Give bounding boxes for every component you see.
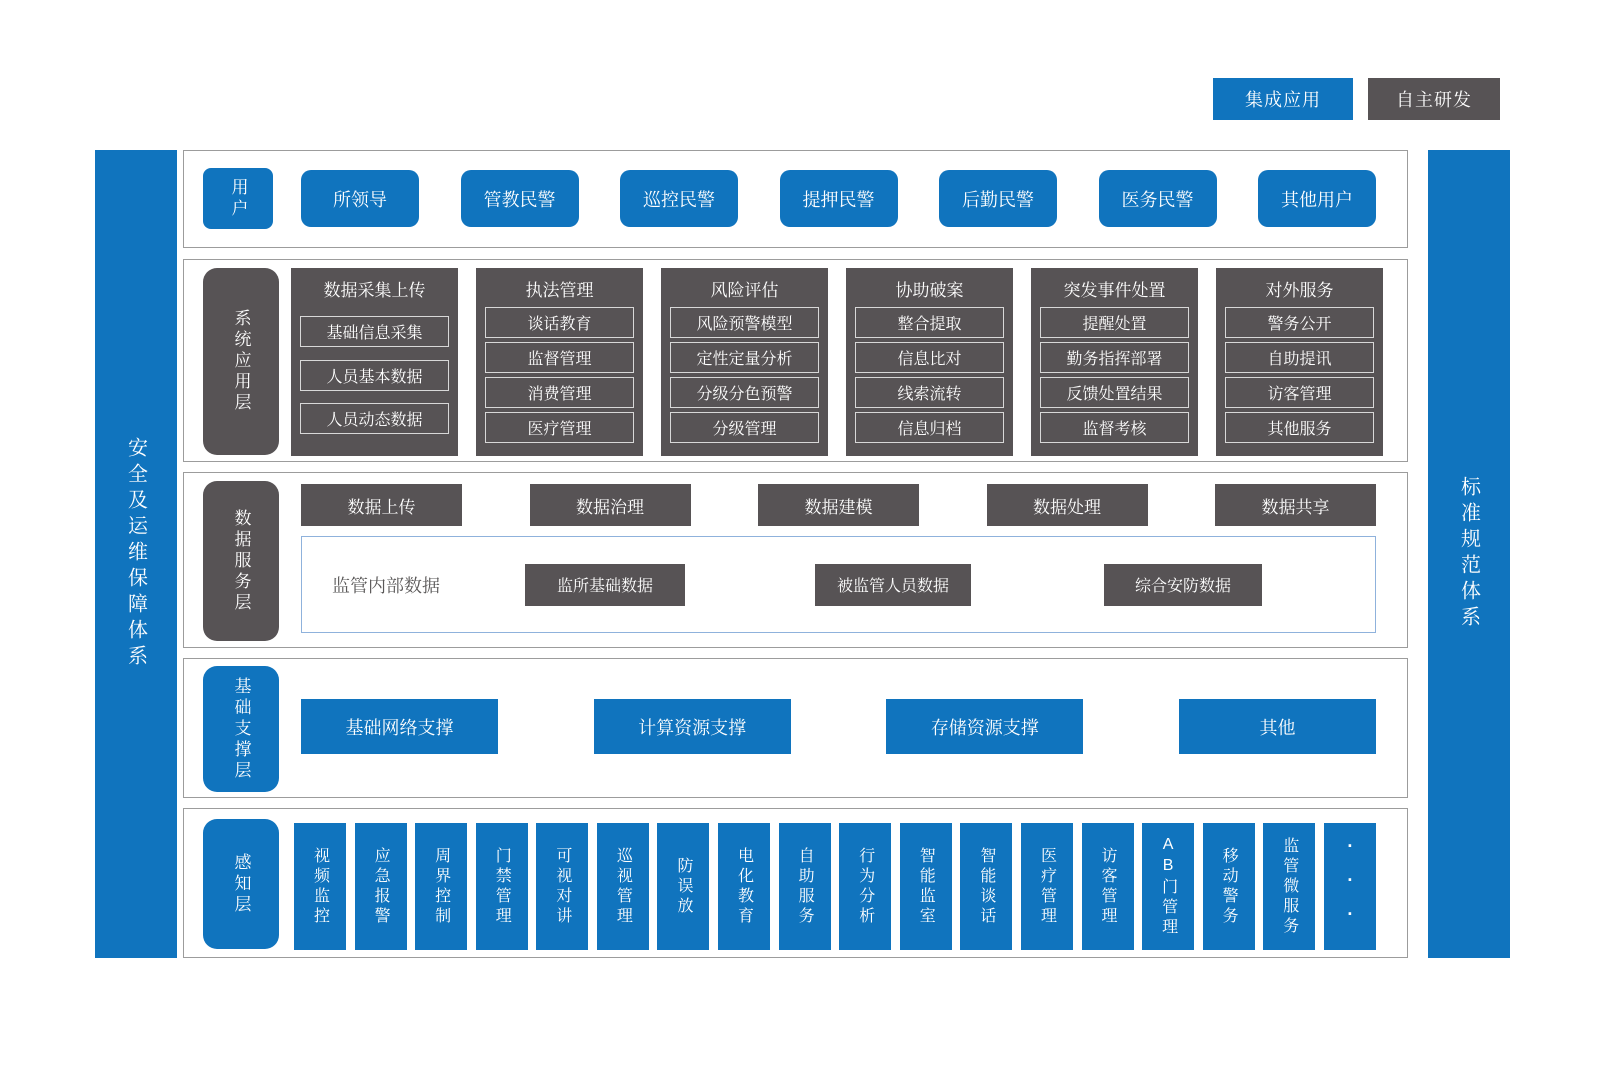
infra-item: 存储资源支撑	[886, 699, 1083, 754]
layer-panel-application	[183, 259, 1408, 462]
layer-label-infrastructure	[203, 666, 279, 792]
app-group-item: 访客管理	[1225, 377, 1374, 408]
app-group-item: 信息归档	[855, 412, 1004, 443]
app-group-item: 监督管理	[485, 342, 634, 373]
app-group-item: 自助提讯	[1225, 342, 1374, 373]
user-item: 提押民警	[780, 170, 898, 227]
data-top-item: 数据处理	[987, 484, 1148, 526]
app-group-item: 勤务指挥部署	[1040, 342, 1189, 373]
perception-item-text: AB门管理	[1159, 835, 1177, 938]
app-group-item: 信息比对	[855, 342, 1004, 373]
data-inner-item: 被监管人员数据	[815, 564, 971, 606]
perception-item-text: 移动警务	[1220, 846, 1238, 927]
app-group-item: 分级分色预警	[670, 377, 819, 408]
perception-item	[476, 823, 528, 950]
perception-item	[1021, 823, 1073, 950]
perception-item-text: 访客管理	[1099, 846, 1117, 927]
perception-item	[1203, 823, 1255, 950]
perception-item-text: 周界控制	[432, 846, 450, 927]
app-group	[291, 268, 458, 456]
perception-item	[657, 823, 709, 950]
layer-panel-data-service	[183, 472, 1408, 648]
data-inner-box	[301, 536, 1376, 633]
data-top-item: 数据共享	[1215, 484, 1376, 526]
app-group-title: 对外服务	[1265, 281, 1334, 300]
data-inner-label: 监管内部数据	[332, 575, 440, 596]
perception-item	[718, 823, 770, 950]
app-group	[476, 268, 643, 456]
data-inner-item: 综合安防数据	[1104, 564, 1262, 606]
perception-item	[597, 823, 649, 950]
app-group-title: 风险评估	[710, 281, 779, 300]
perception-item	[355, 823, 407, 950]
perception-item-text: 监管微服务	[1280, 836, 1298, 937]
app-group-item: 人员动态数据	[300, 403, 449, 434]
layer-panel-user	[183, 150, 1408, 248]
layer-label-infrastructure-text: 基础支撑层	[231, 676, 251, 782]
app-group-items	[300, 303, 449, 447]
app-group	[661, 268, 828, 456]
app-group-item: 消费管理	[485, 377, 634, 408]
sidebar-right-label: 标准规范体系	[1457, 476, 1480, 632]
app-group-item: 医疗管理	[485, 412, 634, 443]
data-top-item: 数据上传	[301, 484, 462, 526]
sidebar-security-ops	[95, 150, 177, 958]
legend-integrated: 集成应用	[1213, 78, 1353, 120]
perception-item	[960, 823, 1012, 950]
app-group-item: 警务公开	[1225, 307, 1374, 338]
perception-item-text: 视频监控	[311, 846, 329, 927]
user-item: 所领导	[301, 170, 419, 227]
app-group-items	[485, 303, 634, 447]
app-group-item: 谈话教育	[485, 307, 634, 338]
perception-more-dots	[1324, 823, 1376, 950]
perception-item-text: 可视对讲	[553, 846, 571, 927]
app-group-item: 基础信息采集	[300, 316, 449, 347]
perception-item-text: 智能谈话	[977, 846, 995, 927]
app-group-items	[670, 303, 819, 447]
perception-item-text: 行为分析	[856, 846, 874, 927]
app-group-item: 线索流转	[855, 377, 1004, 408]
user-item: 管教民警	[461, 170, 579, 227]
perception-item-text: 门禁管理	[493, 846, 511, 927]
app-group-item: 分级管理	[670, 412, 819, 443]
perception-item-text: 电化教育	[735, 846, 753, 927]
data-inner-item: 监所基础数据	[525, 564, 685, 606]
perception-item-text: 防误放	[674, 856, 692, 917]
app-group-title: 执法管理	[525, 281, 594, 300]
data-service-top-row	[301, 484, 1376, 526]
app-group-items	[855, 303, 1004, 447]
perception-item-text: 智能监室	[917, 846, 935, 927]
perception-item	[536, 823, 588, 950]
perception-bars	[294, 823, 1376, 950]
user-item: 医务民警	[1099, 170, 1217, 227]
layer-panel-perception	[183, 808, 1408, 958]
perception-item-text: 应急报警	[372, 846, 390, 927]
application-groups	[291, 268, 1383, 456]
layer-label-data-service-text: 数据服务层	[231, 508, 251, 614]
app-group	[1031, 268, 1198, 456]
layer-label-application-text: 系统应用层	[231, 309, 251, 414]
data-top-item: 数据建模	[758, 484, 919, 526]
perception-item-text: 自助服务	[796, 846, 814, 927]
perception-item-text: 医疗管理	[1038, 846, 1056, 927]
user-item: 后勤民警	[939, 170, 1057, 227]
perception-item	[1082, 823, 1134, 950]
perception-item-text: 巡视管理	[614, 846, 632, 927]
app-group-title: 协助破案	[895, 281, 964, 300]
sidebar-standards	[1428, 150, 1510, 958]
perception-item	[839, 823, 891, 950]
sidebar-left-label: 安全及运维保障体系	[124, 437, 147, 671]
perception-item	[1263, 823, 1315, 950]
app-group-item: 风险预警模型	[670, 307, 819, 338]
layer-label-user-text: 用户	[228, 177, 248, 220]
layer-label-user	[203, 168, 273, 229]
infrastructure-buttons	[301, 699, 1376, 754]
infra-item: 基础网络支撑	[301, 699, 498, 754]
perception-item	[294, 823, 346, 950]
app-group-items	[1225, 303, 1374, 447]
layer-label-data-service	[203, 481, 279, 641]
layer-label-application	[203, 268, 279, 455]
app-group-item: 定性定量分析	[670, 342, 819, 373]
app-group-item: 其他服务	[1225, 412, 1374, 443]
app-group	[1216, 268, 1383, 456]
app-group-item: 人员基本数据	[300, 360, 449, 391]
infra-item: 其他	[1179, 699, 1376, 754]
app-group-item: 反馈处置结果	[1040, 377, 1189, 408]
app-group-title: 数据采集上传	[323, 281, 426, 300]
layer-label-perception-text: 感知层	[231, 852, 251, 916]
user-buttons	[301, 168, 1376, 229]
app-group-item: 整合提取	[855, 307, 1004, 338]
app-group-item: 提醒处置	[1040, 307, 1189, 338]
user-item: 巡控民警	[620, 170, 738, 227]
perception-item	[1142, 823, 1194, 950]
layer-label-perception	[203, 819, 279, 949]
layer-panel-infrastructure	[183, 658, 1408, 798]
app-group	[846, 268, 1013, 456]
perception-item	[415, 823, 467, 950]
app-group-title: 突发事件处置	[1063, 281, 1166, 300]
app-group-items	[1040, 303, 1189, 447]
app-group-item: 监督考核	[1040, 412, 1189, 443]
infra-item: 计算资源支撑	[594, 699, 791, 754]
legend-self-developed: 自主研发	[1368, 78, 1500, 120]
user-item: 其他用户	[1258, 170, 1376, 227]
perception-item	[900, 823, 952, 950]
data-top-item: 数据治理	[530, 484, 691, 526]
perception-dots-text: ···	[1340, 835, 1361, 938]
perception-item	[779, 823, 831, 950]
